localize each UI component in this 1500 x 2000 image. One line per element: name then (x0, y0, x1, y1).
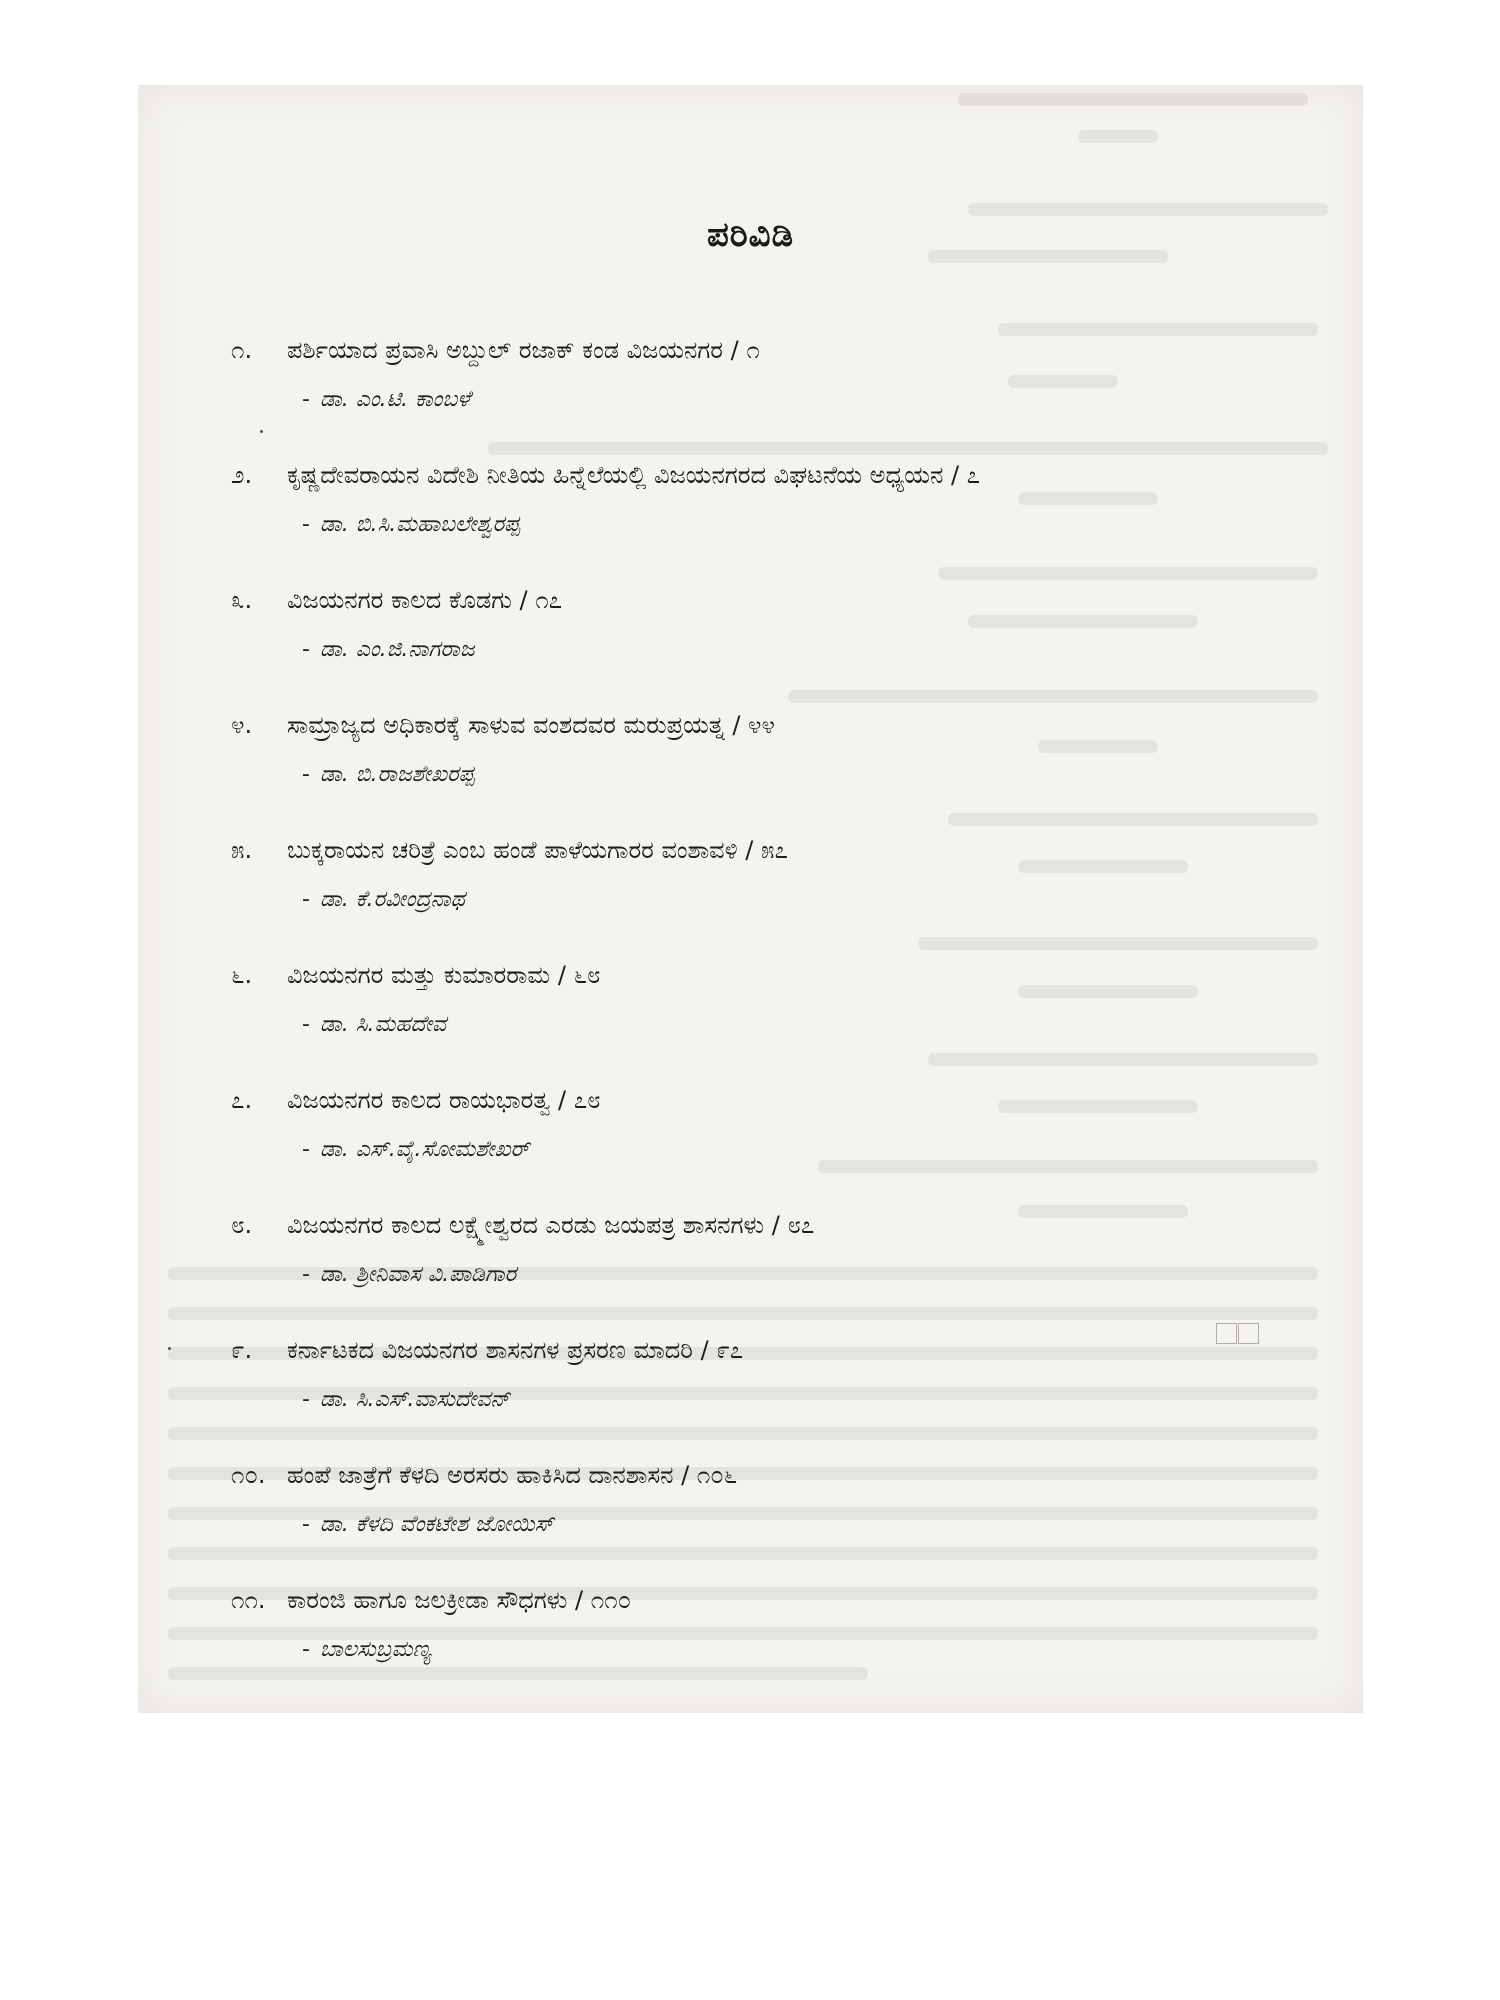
toc-entry: ೮. ವಿಜಯನಗರ ಕಾಲದ ಲಕ್ಷ್ಮೇಶ್ವರದ ಎರಡು ಜಯಪತ್ರ ಶಾಸನಗಳು / ೮೭ - ಡಾ. ಶ್ರೀನಿವಾಸ ವಿ.ಪಾಡಿಗಾರ (231, 1208, 1281, 1333)
entry-author: ಬಾಲಸುಬ್ರಮಣ್ಯ (320, 1637, 432, 1662)
toc-entry: ೧೧. ಕಾರಂಜಿ ಹಾಗೂ ಜಲಕ್ರೀಡಾ ಸೌಧಗಳು / ೧೧೦ - ಬಾಲಸುಬ್ರಮಣ್ಯ (231, 1583, 1281, 1708)
entry-number: ೧೦. (231, 1461, 266, 1489)
entry-author: ಡಾ. ಕೆ.ರವೀಂದ್ರನಾಥ (320, 887, 465, 912)
entry-title: ಸಾಮ್ರಾಜ್ಯದ ಅಧಿಕಾರಕ್ಕೆ ಸಾಳುವ ವಂಶದವರ ಮರುಪ್ರಯತ್ನ / ೪೪ (287, 711, 775, 739)
entry-number: ೧. (231, 336, 253, 364)
entry-number: ೮. (231, 1211, 253, 1239)
entry-title: ಹಂಪೆ ಜಾತ್ರೆಗೆ ಕೆಳದಿ ಅರಸರು ಹಾಕಿಸಿದ ದಾನಶಾಸನ / ೧೦೬ (287, 1461, 738, 1489)
entry-number: ೭. (231, 1086, 253, 1114)
entry-author: ಡಾ. ಸಿ.ಮಹದೇವ (320, 1012, 447, 1037)
entry-author: ಡಾ. ಕೆಳದಿ ವೆಂಕಟೇಶ ಜೋಯಿಸ್ (320, 1512, 554, 1537)
speck (168, 1347, 171, 1350)
entry-number: ೪. (231, 711, 253, 739)
entry-title: ಕಾರಂಜಿ ಹಾಗೂ ಜಲಕ್ರೀಡಾ ಸೌಧಗಳು / ೧೧೦ (287, 1586, 632, 1614)
entry-number: ೩. (231, 586, 253, 614)
toc-entry: ೭. ವಿಜಯನಗರ ಕಾಲದ ರಾಯಭಾರತ್ವ / ೭೮ - ಡಾ. ಎಸ್.ವೈ.ಸೋಮಶೇಖರ್ (231, 1083, 1281, 1208)
toc-entry: ೩. ವಿಜಯನಗರ ಕಾಲದ ಕೊಡಗು / ೧೭ - ಡಾ. ಎಂ.ಜಿ.ನಾಗರಾಜ (231, 583, 1281, 708)
entry-number: ೧೧. (231, 1586, 266, 1614)
entry-title: ವಿಜಯನಗರ ಮತ್ತು ಕುಮಾರರಾಮ / ೬೮ (287, 961, 601, 989)
toc-entry: ೨. ಕೃಷ್ಣದೇವರಾಯನ ವಿದೇಶಿ ನೀತಿಯ ಹಿನ್ನೆಲೆಯಲ್ಲಿ ವಿಜಯನಗರದ ವಿಘಟನೆಯ ಅಧ್ಯಯನ / ೭ - ಡಾ. ಬಿ.ಸಿ.ಮಹಾಬಲೇಶ್ವರಪ್ಪ (231, 458, 1281, 583)
entry-number: ೨. (231, 461, 253, 489)
entry-author: ಡಾ. ಬಿ.ರಾಜಶೇಖರಪ್ಪ (320, 762, 475, 787)
entry-author: ಡಾ. ಶ್ರೀನಿವಾಸ ವಿ.ಪಾಡಿಗಾರ (320, 1262, 517, 1287)
toc-entry: ೪. ಸಾಮ್ರಾಜ್ಯದ ಅಧಿಕಾರಕ್ಕೆ ಸಾಳುವ ವಂಶದವರ ಮರುಪ್ರಯತ್ನ / ೪೪ - ಡಾ. ಬಿ.ರಾಜಶೇಖರಪ್ಪ (231, 708, 1281, 833)
entry-author: ಡಾ. ಸಿ.ಎಸ್.ವಾಸುದೇವನ್ (320, 1387, 510, 1412)
entry-title: ವಿಜಯನಗರ ಕಾಲದ ಕೊಡಗು / ೧೭ (287, 586, 563, 614)
entry-title: ಕೃಷ್ಣದೇವರಾಯನ ವಿದೇಶಿ ನೀತಿಯ ಹಿನ್ನೆಲೆಯಲ್ಲಿ ವಿಜಯನಗರದ ವಿಘಟನೆಯ ಅಧ್ಯಯನ / ೭ (287, 461, 981, 489)
toc-entry: ೧೦. ಹಂಪೆ ಜಾತ್ರೆಗೆ ಕೆಳದಿ ಅರಸರು ಹಾಕಿಸಿದ ದಾನಶಾಸನ / ೧೦೬ - ಡಾ. ಕೆಳದಿ ವೆಂಕಟೇಶ ಜೋಯಿಸ್ (231, 1458, 1281, 1583)
toc-entry: ೫. ಬುಕ್ಕರಾಯನ ಚರಿತ್ರೆ ಎಂಬ ಹಂಡೆ ಪಾಳೆಯಗಾರರ ವಂಶಾವಳಿ / ೫೭ - ಡಾ. ಕೆ.ರವೀಂದ್ರನಾಥ (231, 833, 1281, 958)
entry-title: ಪರ್ಶಿಯಾದ ಪ್ರವಾಸಿ ಅಬ್ದುಲ್ ರಜಾಕ್ ಕಂಡ ವಿಜಯನಗರ / ೧ (287, 336, 760, 364)
toc-entry: ೬. ವಿಜಯನಗರ ಮತ್ತು ಕುಮಾರರಾಮ / ೬೮ - ಡಾ. ಸಿ.ಮಹದೇವ (231, 958, 1281, 1083)
entry-title: ವಿಜಯನಗರ ಕಾಲದ ಲಕ್ಷ್ಮೇಶ್ವರದ ಎರಡು ಜಯಪತ್ರ ಶಾಸನಗಳು / ೮೭ (287, 1211, 815, 1239)
table-of-contents (231, 333, 1281, 1708)
entry-number: ೯. (231, 1336, 253, 1364)
toc-entry: ೧. ಪರ್ಶಿಯಾದ ಪ್ರವಾಸಿ ಅಬ್ದುಲ್ ರಜಾಕ್ ಕಂಡ ವಿಜಯನಗರ / ೧ - ಡಾ. ಎಂ.ಟಿ. ಕಾಂಬಳೆ (231, 333, 1281, 458)
entry-title: ಕರ್ನಾಟಕದ ವಿಜಯನಗರ ಶಾಸನಗಳ ಪ್ರಸರಣ ಮಾದರಿ / ೯೭ (287, 1336, 744, 1364)
document-page (138, 85, 1363, 1713)
entry-author: ಡಾ. ಬಿ.ಸಿ.ಮಹಾಬಲೇಶ್ವರಪ್ಪ (320, 512, 520, 537)
entry-number: ೫. (231, 836, 253, 864)
entry-number: ೬. (231, 961, 253, 989)
entry-author: ಡಾ. ಎಂ.ಟಿ. ಕಾಂಬಳೆ (320, 387, 471, 412)
entry-title: ಬುಕ್ಕರಾಯನ ಚರಿತ್ರೆ ಎಂಬ ಹಂಡೆ ಪಾಳೆಯಗಾರರ ವಂಶಾವಳಿ / ೫೭ (287, 836, 788, 864)
entry-author: ಡಾ. ಎಸ್.ವೈ.ಸೋಮಶೇಖರ್ (320, 1137, 530, 1162)
entry-title: ವಿಜಯನಗರ ಕಾಲದ ರಾಯಭಾರತ್ವ / ೭೮ (287, 1086, 601, 1114)
page-title: ಪರಿವಿಡಿ (706, 215, 795, 255)
toc-entry: ೯. ಕರ್ನಾಟಕದ ವಿಜಯನಗರ ಶಾಸನಗಳ ಪ್ರಸರಣ ಮಾದರಿ / ೯೭ - ಡಾ. ಸಿ.ಎಸ್.ವಾಸುದೇವನ್ (231, 1333, 1281, 1458)
entry-author: ಡಾ. ಎಂ.ಜಿ.ನಾಗರಾಜ (320, 637, 475, 662)
